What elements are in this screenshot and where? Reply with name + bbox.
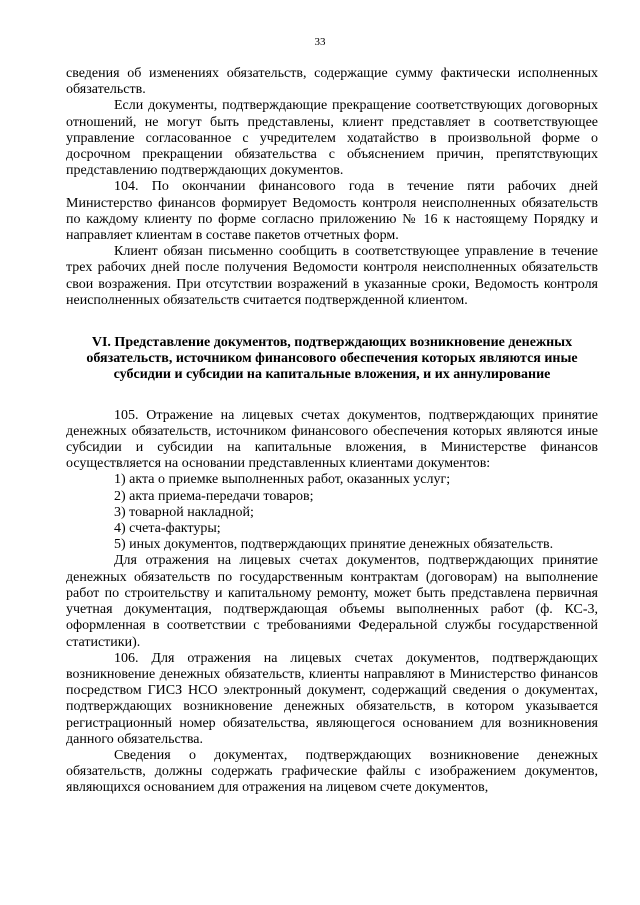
list-item: 1) акта о приемке выполненных работ, оказанных услуг; bbox=[114, 472, 451, 488]
paragraph-105-construction: Для отражения на лицевых счетах документов, подтверждающих принятие денежных обязательств по государственным контрактам (договорам) на выполнение работ по строительству и капитальному ремонту, может быть представлена первичная учетная документация, подтверждающая объемы выполненных работ (ф. КС-3, оформленная в соответствии с требованиями Федеральной службы государственной статистики). bbox=[66, 553, 598, 650]
paragraph-graphic-files: Сведения о документах, подтверждающих возникновение денежных обязательств, должны содержать графические файлы с изображением документов, являющихся основанием для отражения на лицевом счете документов, bbox=[66, 747, 598, 796]
list-item: 5) иных документов, подтверждающих принятие денежных обязательств. bbox=[114, 537, 554, 553]
paragraph-104: 104. По окончании финансового года в течение пяти рабочих дней Министерство финансов формирует Ведомость контроля неисполненных обязательств по каждому клиенту по форме согласно приложению № 16 к настоящему Порядку и направляет клиентам в составе пакетов отчетных форм. bbox=[66, 179, 598, 244]
list-item: 4) счета-фактуры; bbox=[114, 521, 221, 537]
paragraph-continuation: сведения об изменениях обязательств, содержащие сумму фактически исполненных обязательств. bbox=[66, 66, 598, 98]
page-number: 33 bbox=[314, 36, 326, 48]
section-heading-line: субсидии и субсидии на капитальные вложения, и их аннулирование bbox=[113, 367, 551, 383]
paragraph-105-intro: 105. Отражение на лицевых счетах документов, подтверждающих принятие денежных обязательств, источником финансового обеспечения которых являются иные субсидии и субсидии на капитальные вложения, в Министерстве финансов осуществляется на основании представленных клиентами документов: bbox=[66, 407, 598, 472]
section-heading-line: VI. Представление документов, подтверждающих возникновение денежных bbox=[91, 335, 573, 351]
paragraph-documents-unavailable: Если документы, подтверждающие прекращение соответствующих договорных отношений, не могут быть представлены, клиент представляет в соответствующее управление согласованное с учредителем ходатайство в произвольной форме о досрочном прекращении обязательства с объяснением причин, препятствующих представлению подтверждающих документов. bbox=[66, 98, 598, 179]
section-heading-line: обязательств, источником финансового обеспечения которых являются иные bbox=[86, 351, 578, 367]
list-item: 2) акта приема-передачи товаров; bbox=[114, 488, 314, 504]
list-item: 3) товарной накладной; bbox=[114, 504, 254, 520]
section-heading bbox=[66, 335, 598, 384]
paragraph-106: 106. Для отражения на лицевых счетах документов, подтверждающих возникновение денежных обязательств, клиенты направляют в Министерство финансов посредством ГИСЗ НСО электронный документ, содержащий сведения о документах, подтверждающих возникновение денежных обязательств, в котором указывается регистрационный номер обязательства, являющегося основанием для возникновения данного обязательства. bbox=[66, 650, 598, 747]
paragraph-client-objections: Клиент обязан письменно сообщить в соответствующее управление в течение трех рабочих дней после получения Ведомости контроля неисполненных обязательств свои возражения. При отсутствии возражений в указанные сроки, Ведомость контроля неисполненных обязательств считается подтвержденной клиентом. bbox=[66, 244, 598, 308]
document-body bbox=[66, 66, 598, 797]
